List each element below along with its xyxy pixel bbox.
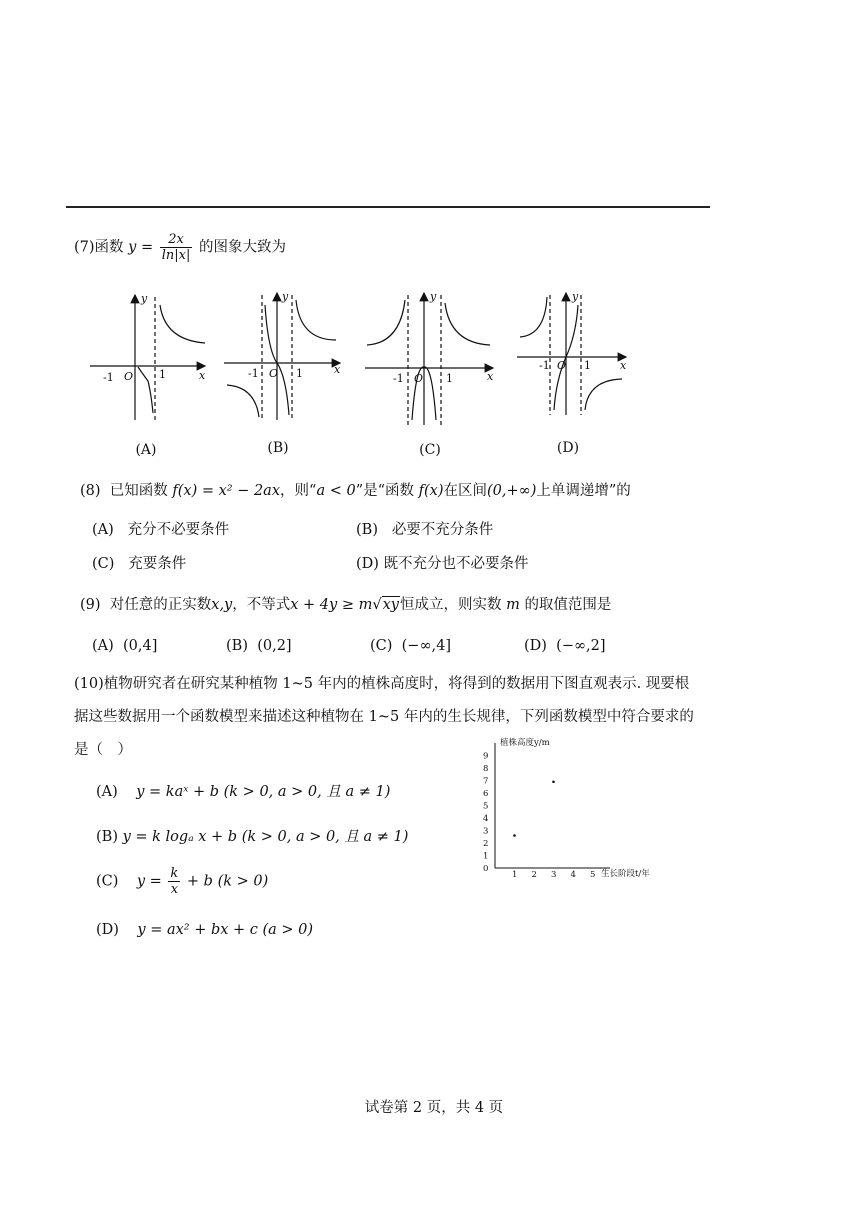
- x-tick-label: 4: [570, 870, 576, 880]
- y-axis-label: 植株高度y/m: [500, 738, 550, 748]
- q10-line3: 是（ ）: [74, 742, 132, 758]
- svg-text:x: x: [334, 363, 341, 376]
- header-rule: [66, 206, 710, 208]
- graph-d: [517, 293, 626, 415]
- y-tick-label: 5: [483, 801, 489, 812]
- svg-text:x: x: [487, 370, 494, 383]
- q7-fraction: $\frac{2x}{\ln|x|}$: [161, 232, 191, 263]
- q10-option-c[interactable]: (C) y = $\frac{k}{x}$ + b (k > 0): [96, 866, 269, 897]
- y-tick-label: 2: [483, 839, 489, 849]
- svg-text:y: y: [282, 290, 289, 303]
- x-tick-label: 3: [551, 870, 557, 880]
- y-tick-label: 8: [483, 764, 489, 774]
- option-d-label: (D): [556, 440, 580, 456]
- svg-text:O: O: [269, 367, 279, 380]
- q10-option-a[interactable]: (A) y = kaˣ + b (k > 0, a > 0, 且 a ≠ 1): [96, 784, 391, 800]
- q7-stem: (7)函数 y = $\frac{2x}{\ln|x|}$ 的图象大致为: [74, 232, 286, 263]
- svg-text:x: x: [620, 359, 627, 372]
- svg-text:O: O: [557, 359, 567, 372]
- data-point: [552, 780, 555, 783]
- q9-option-a[interactable]: (A) (0,4]: [92, 638, 158, 654]
- svg-text:O: O: [124, 370, 134, 383]
- y-tick-label: 1: [483, 851, 489, 862]
- svg-text:1: 1: [584, 359, 591, 372]
- svg-text:1: 1: [296, 367, 303, 380]
- x-tick-label: 2: [531, 870, 537, 880]
- svg-text:1: 1: [159, 368, 166, 381]
- q10-option-d[interactable]: (D) y = ax² + bx + c (a > 0): [96, 922, 314, 938]
- graph-c: [365, 293, 493, 425]
- data-point: [513, 834, 516, 837]
- q7-graphs: [0, 285, 868, 465]
- q8-stem: (8) 已知函数 f(x) = x² − 2ax，则“a < 0”是“函数 f(x)在区间(0,+∞)上单调递增”的: [80, 483, 631, 499]
- q9-option-c[interactable]: (C) (−∞,4]: [370, 638, 452, 654]
- q8-option-c[interactable]: (C) 充要条件: [92, 556, 187, 572]
- q10-c-fraction: $\frac{k}{x}$: [170, 866, 179, 897]
- q10-line2: 据这些数据用一个函数模型来描述这种植物在 1~5 年内的生长规律，下列函数模型中符合要求的: [74, 709, 694, 725]
- q8-option-d[interactable]: (D) 既不充分也不必要条件: [356, 556, 529, 572]
- x-axis-label: 生长阶段t/年: [601, 869, 650, 879]
- q9-option-b[interactable]: (B) (0,2]: [226, 638, 292, 654]
- y-tick-label: 6: [483, 789, 489, 799]
- option-b-label: (B): [267, 440, 289, 456]
- y-tick-label: 0: [483, 864, 489, 874]
- x-tick-label: 5: [590, 870, 596, 880]
- svg-text:y: y: [141, 292, 148, 305]
- growth-scatter-chart: [470, 733, 700, 883]
- y-tick-label: 7: [483, 776, 489, 787]
- y-tick-label: 4: [483, 814, 489, 824]
- q8-option-b[interactable]: (B) 必要不充分条件: [356, 522, 494, 538]
- x-tick-label: 1: [512, 870, 518, 880]
- svg-text:O: O: [414, 372, 424, 385]
- q8-option-a[interactable]: (A) 充分不必要条件: [92, 522, 230, 538]
- graph-d-labels: [539, 290, 627, 372]
- graph-a: [90, 295, 205, 420]
- q10-option-b[interactable]: (B) y = k logₐ x + b (k > 0, a > 0, 且 a ≠ 1): [96, 829, 409, 845]
- graph-b: [224, 293, 340, 420]
- option-c-label: (C): [419, 442, 441, 458]
- option-a-label: (A): [135, 442, 157, 458]
- svg-text:y: y: [572, 290, 579, 303]
- svg-text:-1: -1: [103, 371, 114, 384]
- page-footer: 试卷第 2 页，共 4 页: [364, 1100, 504, 1116]
- q9-option-d[interactable]: (D) (−∞,2]: [524, 638, 606, 654]
- svg-text:x: x: [199, 369, 206, 382]
- svg-text:-1: -1: [393, 372, 404, 385]
- svg-text:-1: -1: [248, 367, 259, 380]
- svg-text:-1: -1: [539, 359, 550, 372]
- q10-line1: (10)植物研究者在研究某种植物 1~5 年内的植株高度时，将得到的数据用下图直观表示. 现要根: [74, 676, 690, 692]
- svg-text:1: 1: [446, 372, 453, 385]
- y-tick-label: 3: [483, 826, 489, 837]
- svg-text:y: y: [430, 290, 437, 303]
- y-tick-label: 9: [483, 751, 489, 762]
- q9-stem: (9) 对任意的正实数x,y，不等式x + 4y ≥ m√xy恒成立，则实数 m 的取值范围是: [80, 597, 612, 613]
